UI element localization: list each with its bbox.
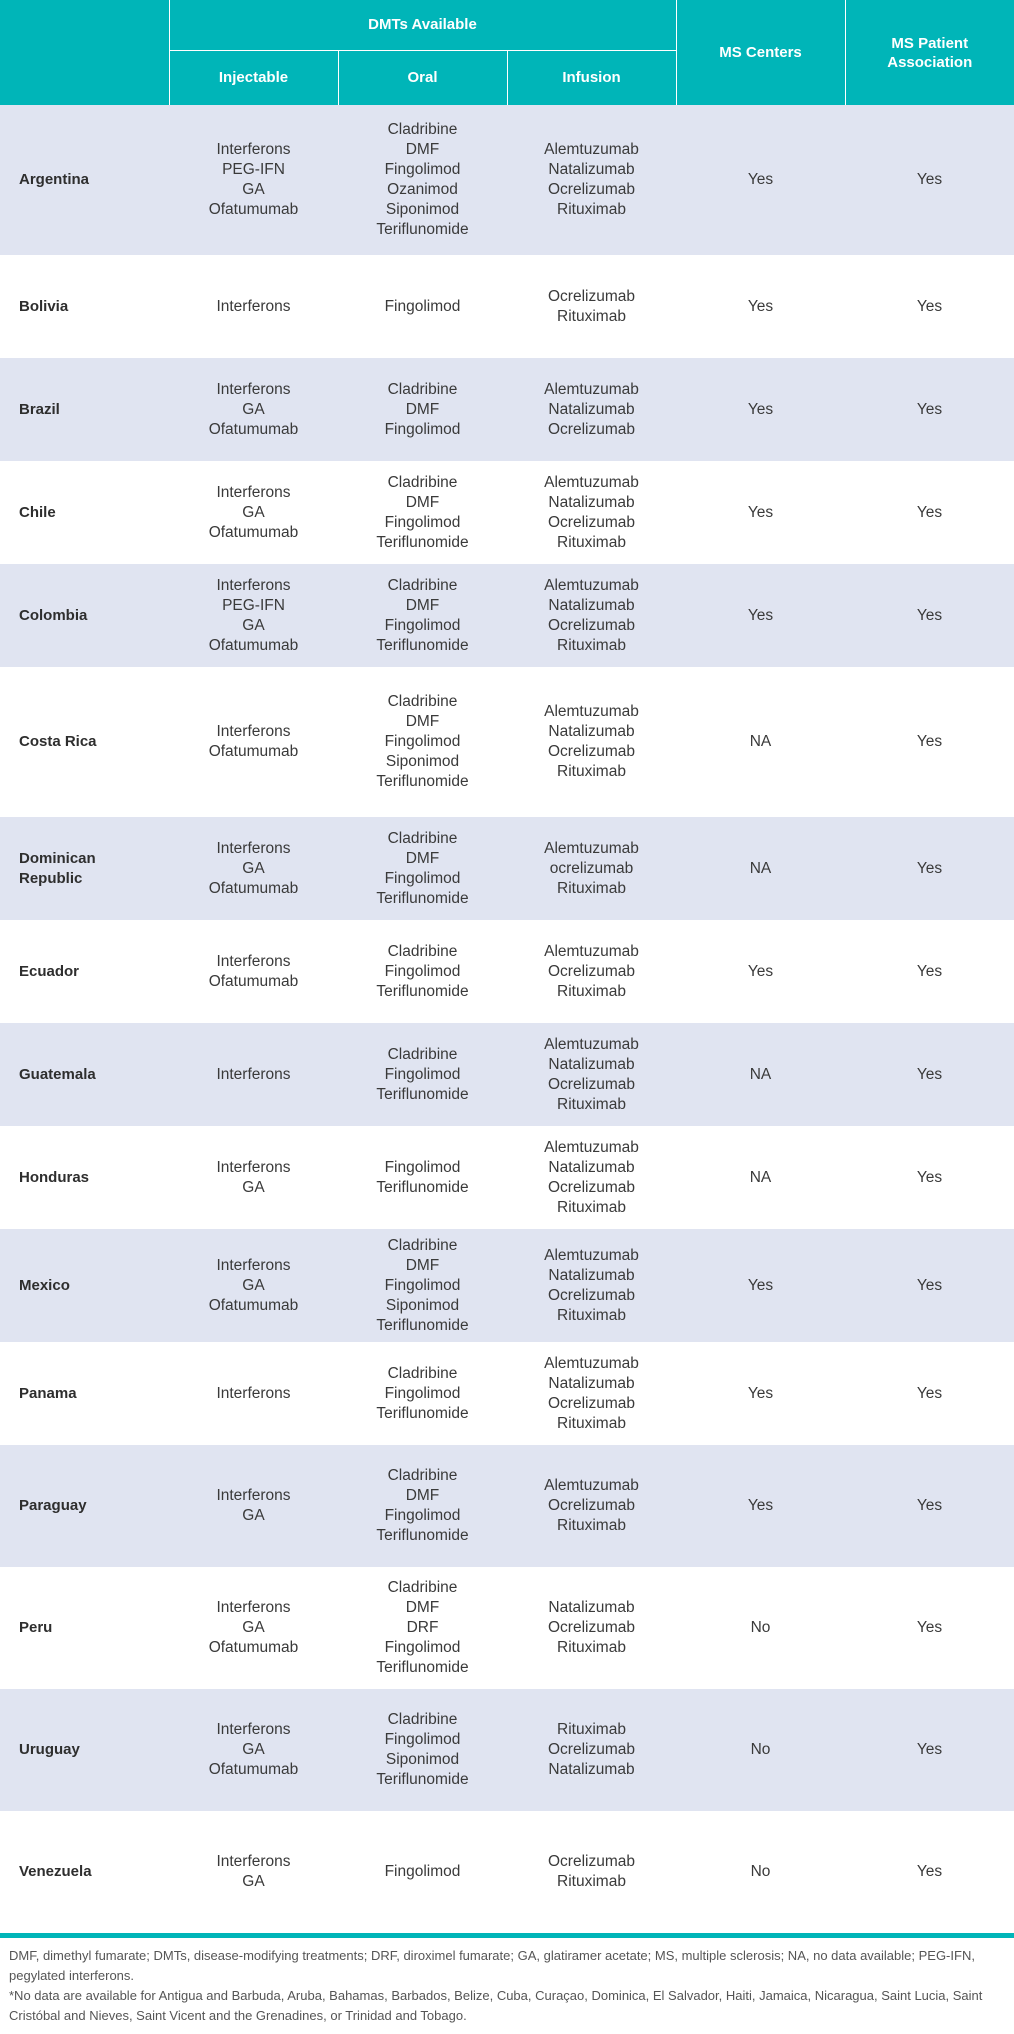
oral-cell-line: Cladribine [387, 693, 458, 710]
oral-cell [338, 817, 507, 920]
injectable-cell-line: Ofatumumab [208, 420, 299, 438]
infusion-cell-line: Rituximab [557, 1198, 626, 1216]
header-association-line-2: Association [887, 53, 973, 71]
oral-cell-line: Fingolimod [384, 420, 461, 438]
injectable-cell [169, 564, 338, 667]
infusion-cell-line: Alemtuzumab [544, 942, 639, 960]
oral-cell-line: Cladribine [387, 473, 458, 491]
injectable-cell-line: GA [242, 1619, 265, 1636]
infusion-cell-line: Alemtuzumab [544, 141, 639, 158]
oral-cell-line: Cladribine [387, 1711, 458, 1728]
oral-cell [338, 1229, 507, 1342]
injectable-cell-line: Ofatumumab [208, 201, 299, 218]
header-corner-cell [0, 0, 169, 105]
oral-cell-line: Cladribine [387, 1236, 458, 1254]
footnote-abbreviations: DMF, dimethyl fumarate; DMTs, disease-modifying treatments; DRF, diroximel fumarate; GA, glatiramer acetate; MS, multiple sclerosis; NA, no data available; PEG-IFN, pegylated interferons. [9, 1948, 975, 1983]
infusion-cell-line: Natalizumab [548, 1055, 635, 1073]
injectable-cell-line: Interferons [216, 1384, 291, 1402]
infusion-cell-line: Ocrelizumab [548, 743, 635, 760]
table-row [0, 105, 1014, 255]
country-cell-line: Peru [19, 1619, 53, 1636]
oral-cell [338, 564, 507, 667]
injectable-cell [169, 817, 338, 920]
oral-cell-line: Siponimod [385, 1296, 460, 1314]
country-cell-line: Venezuela [19, 1863, 92, 1880]
injectable-cell-line: GA [242, 181, 265, 198]
country-cell [0, 1126, 169, 1229]
injectable-cell-line: Interferons [216, 1487, 291, 1504]
ms-association-cell: Yes [845, 1229, 1014, 1342]
injectable-cell [169, 1811, 338, 1933]
table-body [0, 105, 1014, 1933]
oral-cell-line: Teriflunomide [376, 1527, 469, 1544]
ms-association-cell: Yes [845, 1567, 1014, 1689]
country-cell-line: Brazil [19, 400, 60, 418]
infusion-cell [507, 1342, 676, 1445]
injectable-cell-line: Interferons [216, 952, 291, 970]
infusion-cell-line: Alemtuzumab [544, 1246, 639, 1264]
injectable-cell-line: GA [242, 1276, 265, 1294]
oral-cell-line: Cladribine [387, 829, 458, 847]
injectable-cell-line: Interferons [216, 1065, 291, 1083]
oral-cell-line: Cladribine [387, 942, 458, 960]
oral-cell-line: DMF [405, 1487, 440, 1504]
country-cell [0, 817, 169, 920]
injectable-cell-line: Ofatumumab [208, 743, 299, 760]
table-row [0, 564, 1014, 667]
infusion-cell-line: Ocrelizumab [548, 287, 635, 305]
country-cell [0, 1689, 169, 1811]
infusion-cell-line: Rituximab [557, 1721, 626, 1738]
injectable-cell-line: Interferons [216, 380, 291, 398]
infusion-cell [507, 564, 676, 667]
infusion-cell [507, 1023, 676, 1126]
country-cell [0, 564, 169, 667]
infusion-cell-line: Alemtuzumab [544, 703, 639, 720]
table-row [0, 920, 1014, 1023]
ms-centers-cell: No [676, 1689, 845, 1811]
infusion-cell-line: Ocrelizumab [548, 420, 635, 438]
table-row [0, 1342, 1014, 1445]
oral-cell-line: Teriflunomide [376, 1316, 469, 1334]
injectable-cell-line: Interferons [216, 1853, 291, 1870]
country-cell-line: Dominican [19, 849, 96, 867]
table-row [0, 461, 1014, 564]
ms-association-cell: Yes [845, 1023, 1014, 1126]
injectable-cell-line: Interferons [216, 1599, 291, 1616]
infusion-cell [507, 1567, 676, 1689]
oral-cell-line: DMF [405, 596, 440, 614]
ms-centers-cell: Yes [676, 1342, 845, 1445]
header-injectable: Injectable [169, 50, 338, 105]
infusion-cell-line: Ocrelizumab [548, 181, 635, 198]
oral-cell-line: Siponimod [385, 1751, 460, 1768]
injectable-cell-line: Ofatumumab [208, 1761, 299, 1778]
oral-cell-line: Fingolimod [384, 513, 461, 531]
ms-centers-cell: Yes [676, 1445, 845, 1567]
infusion-cell [507, 1811, 676, 1933]
injectable-cell-line: PEG-IFN [222, 161, 285, 178]
infusion-cell-line: Natalizumab [548, 493, 635, 511]
oral-cell-line: DMF [405, 713, 440, 730]
injectable-cell-line: Interferons [216, 723, 291, 740]
injectable-cell-line: Ofatumumab [208, 879, 299, 897]
injectable-cell-line: Ofatumumab [208, 523, 299, 541]
oral-cell-line: Fingolimod [384, 1731, 461, 1748]
ms-centers-cell: Yes [676, 461, 845, 564]
infusion-cell-line: Natalizumab [548, 1599, 635, 1616]
oral-cell-line: DRF [406, 1619, 439, 1636]
injectable-cell-line: GA [242, 1178, 265, 1196]
infusion-cell-line: Rituximab [557, 1639, 626, 1656]
oral-cell-line: Cladribine [387, 380, 458, 398]
ms-centers-cell: No [676, 1567, 845, 1689]
header-association-line-1: MS Patient [891, 34, 969, 52]
infusion-cell-line: Ocrelizumab [548, 1853, 635, 1870]
footnote-no-data: *No data are available for Antigua and Barbuda, Aruba, Bahamas, Barbados, Belize, Cuba, Curaçao, Dominica, El Salvador, Haiti, Jamaica, Nicaragua, Saint Lucia, Saint Cristóbal and Nieves, Saint Vicent and the Grenadines, or Trinidad and Tobago. [9, 1988, 983, 2023]
infusion-cell-line: Rituximab [557, 879, 626, 897]
oral-cell [338, 461, 507, 564]
oral-cell-line: DMF [405, 1599, 440, 1616]
injectable-cell-line: Interferons [216, 483, 291, 501]
oral-cell-line: Fingolimod [384, 1863, 461, 1880]
country-cell-line: Paraguay [19, 1497, 87, 1514]
oral-cell [338, 105, 507, 255]
infusion-cell [507, 105, 676, 255]
oral-cell-line: Fingolimod [384, 1507, 461, 1524]
infusion-cell-line: Alemtuzumab [544, 1138, 639, 1156]
infusion-cell-line: Ocrelizumab [548, 513, 635, 531]
injectable-cell-line: Interferons [216, 839, 291, 857]
injectable-cell [169, 1342, 338, 1445]
injectable-cell [169, 1689, 338, 1811]
infusion-cell-line: Natalizumab [548, 1266, 635, 1284]
country-cell-line: Honduras [19, 1168, 90, 1186]
ms-centers-cell: Yes [676, 105, 845, 255]
oral-cell [338, 1342, 507, 1445]
oral-cell-line: Teriflunomide [376, 1178, 469, 1196]
oral-cell [338, 358, 507, 461]
country-cell [0, 105, 169, 255]
oral-cell-line: Fingolimod [384, 869, 461, 887]
ms-association-cell: Yes [845, 1811, 1014, 1933]
infusion-cell-line: Alemtuzumab [544, 576, 639, 594]
oral-cell [338, 1126, 507, 1229]
ms-centers-cell: NA [676, 667, 845, 817]
injectable-cell [169, 1023, 338, 1126]
injectable-cell [169, 1445, 338, 1567]
ms-centers-cell: Yes [676, 358, 845, 461]
injectable-cell-line: GA [242, 1741, 265, 1758]
injectable-cell-line: GA [242, 1507, 265, 1524]
injectable-cell-line: GA [242, 859, 265, 877]
country-cell-line: Argentina [19, 171, 90, 188]
injectable-cell [169, 105, 338, 255]
injectable-cell [169, 461, 338, 564]
country-cell-line: Ecuador [19, 962, 80, 980]
infusion-cell-line: Ocrelizumab [548, 962, 635, 980]
oral-cell-line: Fingolimod [384, 733, 461, 750]
table-row [0, 358, 1014, 461]
ms-association-cell: Yes [845, 817, 1014, 920]
injectable-cell-line: PEG-IFN [222, 596, 285, 614]
infusion-cell-line: Rituximab [557, 763, 626, 780]
ms-association-cell: Yes [845, 1342, 1014, 1445]
infusion-cell [507, 461, 676, 564]
ms-centers-cell: NA [676, 1023, 845, 1126]
ms-association-cell: Yes [845, 1126, 1014, 1229]
injectable-cell [169, 255, 338, 358]
oral-cell-line: Teriflunomide [376, 1085, 469, 1103]
oral-cell-line: Teriflunomide [376, 636, 469, 654]
injectable-cell-line: Interferons [216, 1158, 291, 1176]
infusion-cell-line: Ocrelizumab [548, 1286, 635, 1304]
oral-cell-line: Cladribine [387, 1467, 458, 1484]
injectable-cell-line: Ofatumumab [208, 972, 299, 990]
injectable-cell-line: Interferons [216, 141, 291, 158]
oral-cell-line: Teriflunomide [376, 1659, 469, 1676]
injectable-cell-line: Ofatumumab [208, 1639, 299, 1656]
country-cell-line: Chile [19, 503, 56, 521]
injectable-cell-line: GA [242, 616, 265, 634]
oral-cell-line: Cladribine [387, 1045, 458, 1063]
infusion-cell-line: Rituximab [557, 636, 626, 654]
table-row [0, 255, 1014, 358]
country-cell [0, 1811, 169, 1933]
ms-association-cell: Yes [845, 564, 1014, 667]
infusion-cell-line: Alemtuzumab [544, 1354, 639, 1372]
oral-cell-line: Teriflunomide [376, 1404, 469, 1422]
country-cell-line: Republic [19, 869, 83, 887]
infusion-cell-line: Rituximab [557, 1517, 626, 1534]
infusion-cell [507, 358, 676, 461]
infusion-cell-line: Ocrelizumab [548, 1075, 635, 1093]
oral-cell-line: Ozanimod [387, 181, 458, 198]
ms-association-cell: Yes [845, 1445, 1014, 1567]
ms-association-cell: Yes [845, 667, 1014, 817]
infusion-cell [507, 667, 676, 817]
country-cell [0, 920, 169, 1023]
country-cell-line: Uruguay [19, 1741, 80, 1758]
oral-cell-line: DMF [405, 400, 440, 418]
infusion-cell-line: Rituximab [557, 533, 626, 551]
country-cell-line: Panama [19, 1384, 77, 1402]
oral-cell-line: Teriflunomide [376, 889, 469, 907]
oral-cell-line: Fingolimod [384, 1065, 461, 1083]
oral-cell [338, 920, 507, 1023]
table-row [0, 1229, 1014, 1342]
infusion-cell-line: Ocrelizumab [548, 1394, 635, 1412]
oral-cell-line: Fingolimod [384, 1276, 461, 1294]
infusion-cell-line: Rituximab [557, 1873, 626, 1890]
injectable-cell [169, 920, 338, 1023]
infusion-cell-line: Rituximab [557, 1095, 626, 1113]
infusion-cell-line: Alemtuzumab [544, 839, 639, 857]
infusion-cell-line: Natalizumab [548, 596, 635, 614]
oral-cell-line: Cladribine [387, 121, 458, 138]
header-oral: Oral [338, 50, 507, 105]
injectable-cell-line: Interferons [216, 297, 291, 315]
infusion-cell-line: Natalizumab [548, 1158, 635, 1176]
oral-cell [338, 1567, 507, 1689]
table-row [0, 817, 1014, 920]
infusion-cell-line: Ocrelizumab [548, 1497, 635, 1514]
oral-cell-line: DMF [405, 1256, 440, 1274]
header-ms-centers: MS Centers [676, 0, 845, 105]
oral-cell-line: Fingolimod [384, 962, 461, 980]
injectable-cell [169, 358, 338, 461]
injectable-cell-line: GA [242, 1873, 265, 1890]
infusion-cell-line: Ocrelizumab [548, 1619, 635, 1636]
country-cell [0, 1445, 169, 1567]
infusion-cell-line: Natalizumab [548, 400, 635, 418]
oral-cell-line: Siponimod [385, 753, 460, 770]
ms-association-cell: Yes [845, 920, 1014, 1023]
header-infusion: Infusion [507, 50, 676, 105]
infusion-cell-line: Rituximab [557, 1306, 626, 1324]
oral-cell-line: DMF [405, 849, 440, 867]
infusion-cell-line: Alemtuzumab [544, 1477, 639, 1494]
ms-association-cell: Yes [845, 461, 1014, 564]
oral-cell [338, 1023, 507, 1126]
injectable-cell-line: GA [242, 400, 265, 418]
injectable-cell-line: GA [242, 503, 265, 521]
oral-cell-line: Fingolimod [384, 1158, 461, 1176]
infusion-cell [507, 920, 676, 1023]
injectable-cell-line: Interferons [216, 1721, 291, 1738]
country-cell [0, 667, 169, 817]
infusion-cell [507, 1126, 676, 1229]
country-cell [0, 461, 169, 564]
ms-association-cell: Yes [845, 1689, 1014, 1811]
table-row [0, 1023, 1014, 1126]
oral-cell-line: Teriflunomide [376, 773, 469, 790]
infusion-cell-line: Ocrelizumab [548, 1178, 635, 1196]
infusion-cell-line: Rituximab [557, 1414, 626, 1432]
country-cell [0, 255, 169, 358]
infusion-cell-line: Alemtuzumab [544, 1035, 639, 1053]
infusion-cell-line: Natalizumab [548, 1374, 635, 1392]
ms-centers-cell: Yes [676, 564, 845, 667]
oral-cell-line: Fingolimod [384, 1384, 461, 1402]
country-cell-line: Bolivia [19, 297, 69, 315]
table-footnotes [0, 1938, 1014, 2026]
oral-cell-line: Cladribine [387, 1579, 458, 1596]
oral-cell-line: DMF [405, 141, 440, 158]
infusion-cell-line: Rituximab [557, 307, 626, 325]
ms-centers-cell: NA [676, 1126, 845, 1229]
oral-cell-line: Teriflunomide [376, 1771, 469, 1788]
country-cell [0, 1229, 169, 1342]
table-row [0, 667, 1014, 817]
country-cell-line: Colombia [19, 606, 88, 624]
country-cell [0, 1567, 169, 1689]
infusion-cell [507, 255, 676, 358]
table-row [0, 1689, 1014, 1811]
injectable-cell-line: Ofatumumab [208, 1296, 299, 1314]
table-row [0, 1445, 1014, 1567]
country-cell [0, 1342, 169, 1445]
oral-cell [338, 667, 507, 817]
infusion-cell-line: Natalizumab [548, 161, 635, 178]
country-cell-line: Guatemala [19, 1065, 96, 1083]
country-cell-line: Costa Rica [19, 733, 97, 750]
injectable-cell [169, 1567, 338, 1689]
oral-cell [338, 1445, 507, 1567]
injectable-cell-line: Interferons [216, 1256, 291, 1274]
injectable-cell-line: Ofatumumab [208, 636, 299, 654]
oral-cell-line: Cladribine [387, 576, 458, 594]
ms-centers-cell: Yes [676, 1229, 845, 1342]
infusion-cell-line: Ocrelizumab [548, 1741, 635, 1758]
infusion-cell-line: Alemtuzumab [544, 473, 639, 491]
injectable-cell [169, 1229, 338, 1342]
infusion-cell-line: ocrelizumab [549, 859, 634, 877]
ms-centers-cell: No [676, 1811, 845, 1933]
oral-cell-line: Teriflunomide [376, 533, 469, 551]
oral-cell-line: Cladribine [387, 1364, 458, 1382]
ms-association-cell: Yes [845, 358, 1014, 461]
infusion-cell [507, 1689, 676, 1811]
table-row [0, 1126, 1014, 1229]
country-cell-line: Mexico [19, 1276, 70, 1294]
ms-association-cell: Yes [845, 255, 1014, 358]
infusion-cell-line: Alemtuzumab [544, 380, 639, 398]
oral-cell-line: Teriflunomide [376, 982, 469, 1000]
oral-cell-line: Fingolimod [384, 297, 461, 315]
ms-association-cell: Yes [845, 105, 1014, 255]
country-cell [0, 1023, 169, 1126]
oral-cell [338, 255, 507, 358]
ms-centers-cell: Yes [676, 920, 845, 1023]
country-cell [0, 358, 169, 461]
oral-cell-line: Fingolimod [384, 161, 461, 178]
oral-cell-line: Fingolimod [384, 1639, 461, 1656]
table-row [0, 1811, 1014, 1933]
infusion-cell-line: Ocrelizumab [548, 616, 635, 634]
injectable-cell-line: Interferons [216, 576, 291, 594]
infusion-cell [507, 1445, 676, 1567]
infusion-cell-line: Natalizumab [548, 1761, 635, 1778]
oral-cell-line: Siponimod [385, 201, 460, 218]
oral-cell-line: Teriflunomide [376, 221, 469, 238]
header-dmts-available: DMTs Available [169, 0, 676, 50]
oral-cell-line: DMF [405, 493, 440, 511]
oral-cell [338, 1811, 507, 1933]
infusion-cell [507, 817, 676, 920]
ms-centers-cell: Yes [676, 255, 845, 358]
table-header [0, 0, 1014, 105]
injectable-cell [169, 1126, 338, 1229]
infusion-cell-line: Natalizumab [548, 723, 635, 740]
oral-cell [338, 1689, 507, 1811]
injectable-cell [169, 667, 338, 817]
header-ms-patient-association [845, 0, 1014, 105]
infusion-cell-line: Rituximab [557, 201, 626, 218]
infusion-cell-line: Rituximab [557, 982, 626, 1000]
infusion-cell [507, 1229, 676, 1342]
oral-cell-line: Fingolimod [384, 616, 461, 634]
table-row [0, 1567, 1014, 1689]
ms-centers-cell: NA [676, 817, 845, 920]
